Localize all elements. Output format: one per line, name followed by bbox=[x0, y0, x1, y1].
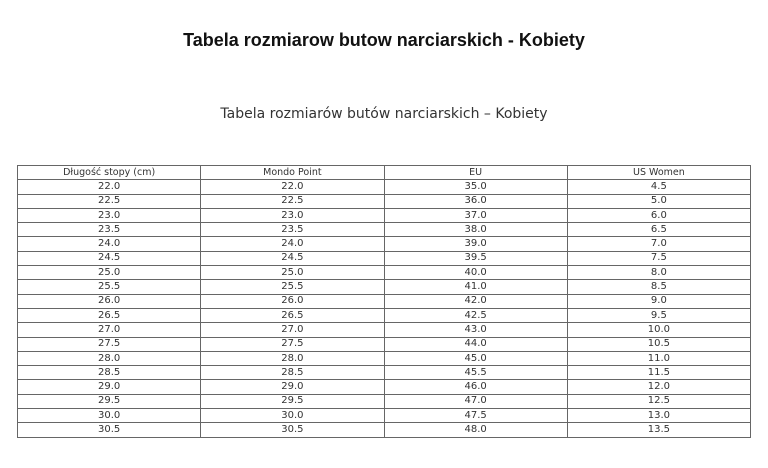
cell-mondo-point: 24.0 bbox=[201, 237, 384, 251]
cell-mondo-point: 22.0 bbox=[201, 180, 384, 194]
cell-eu: 41.0 bbox=[384, 280, 567, 294]
table-row bbox=[18, 208, 751, 222]
cell-mondo-point: 30.0 bbox=[201, 409, 384, 423]
cell-mondo-point: 23.0 bbox=[201, 208, 384, 222]
cell-foot-length: 24.0 bbox=[18, 237, 201, 251]
size-table bbox=[17, 165, 751, 438]
cell-us-women: 9.5 bbox=[567, 308, 750, 322]
cell-mondo-point: 22.5 bbox=[201, 194, 384, 208]
cell-eu: 39.5 bbox=[384, 251, 567, 265]
table-row bbox=[18, 380, 751, 394]
cell-us-women: 4.5 bbox=[567, 180, 750, 194]
cell-mondo-point: 26.5 bbox=[201, 308, 384, 322]
cell-mondo-point: 30.5 bbox=[201, 423, 384, 437]
cell-foot-length: 24.5 bbox=[18, 251, 201, 265]
cell-eu: 42.0 bbox=[384, 294, 567, 308]
table-row bbox=[18, 308, 751, 322]
cell-eu: 46.0 bbox=[384, 380, 567, 394]
cell-foot-length: 26.5 bbox=[18, 308, 201, 322]
cell-us-women: 8.5 bbox=[567, 280, 750, 294]
cell-foot-length: 22.0 bbox=[18, 180, 201, 194]
cell-us-women: 12.0 bbox=[567, 380, 750, 394]
table-row bbox=[18, 409, 751, 423]
table-title: Tabela rozmiarów butów narciarskich – Kobiety bbox=[220, 106, 548, 122]
cell-eu: 45.0 bbox=[384, 351, 567, 365]
cell-mondo-point: 27.0 bbox=[201, 323, 384, 337]
cell-eu: 35.0 bbox=[384, 180, 567, 194]
cell-foot-length: 30.0 bbox=[18, 409, 201, 423]
cell-us-women: 7.0 bbox=[567, 237, 750, 251]
cell-us-women: 13.5 bbox=[567, 423, 750, 437]
column-header-eu: EU bbox=[384, 166, 567, 180]
table-row bbox=[18, 251, 751, 265]
cell-mondo-point: 29.0 bbox=[201, 380, 384, 394]
cell-foot-length: 29.5 bbox=[18, 394, 201, 408]
table-row bbox=[18, 294, 751, 308]
cell-eu: 45.5 bbox=[384, 366, 567, 380]
table-row bbox=[18, 366, 751, 380]
cell-mondo-point: 25.0 bbox=[201, 266, 384, 280]
cell-us-women: 7.5 bbox=[567, 251, 750, 265]
cell-foot-length: 28.5 bbox=[18, 366, 201, 380]
table-row bbox=[18, 266, 751, 280]
cell-eu: 40.0 bbox=[384, 266, 567, 280]
page-heading: Tabela rozmiarow butow narciarskich - Kobiety bbox=[183, 30, 585, 50]
cell-foot-length: 27.5 bbox=[18, 337, 201, 351]
table-row bbox=[18, 194, 751, 208]
cell-foot-length: 30.5 bbox=[18, 423, 201, 437]
cell-foot-length: 23.5 bbox=[18, 223, 201, 237]
cell-mondo-point: 27.5 bbox=[201, 337, 384, 351]
cell-foot-length: 25.5 bbox=[18, 280, 201, 294]
table-row bbox=[18, 323, 751, 337]
table-body bbox=[18, 180, 751, 437]
cell-eu: 37.0 bbox=[384, 208, 567, 222]
cell-eu: 36.0 bbox=[384, 194, 567, 208]
cell-foot-length: 28.0 bbox=[18, 351, 201, 365]
cell-foot-length: 29.0 bbox=[18, 380, 201, 394]
table-row bbox=[18, 423, 751, 437]
cell-mondo-point: 26.0 bbox=[201, 294, 384, 308]
cell-eu: 48.0 bbox=[384, 423, 567, 437]
cell-mondo-point: 24.5 bbox=[201, 251, 384, 265]
table-row bbox=[18, 351, 751, 365]
cell-foot-length: 25.0 bbox=[18, 266, 201, 280]
table-header-row bbox=[18, 166, 751, 180]
column-header-foot-length: Długość stopy (cm) bbox=[18, 166, 201, 180]
cell-us-women: 9.0 bbox=[567, 294, 750, 308]
cell-eu: 38.0 bbox=[384, 223, 567, 237]
cell-mondo-point: 28.5 bbox=[201, 366, 384, 380]
cell-us-women: 10.5 bbox=[567, 337, 750, 351]
cell-us-women: 11.0 bbox=[567, 351, 750, 365]
cell-eu: 39.0 bbox=[384, 237, 567, 251]
cell-foot-length: 23.0 bbox=[18, 208, 201, 222]
cell-mondo-point: 28.0 bbox=[201, 351, 384, 365]
cell-us-women: 13.0 bbox=[567, 409, 750, 423]
cell-eu: 43.0 bbox=[384, 323, 567, 337]
cell-eu: 44.0 bbox=[384, 337, 567, 351]
cell-mondo-point: 25.5 bbox=[201, 280, 384, 294]
cell-mondo-point: 23.5 bbox=[201, 223, 384, 237]
cell-mondo-point: 29.5 bbox=[201, 394, 384, 408]
cell-us-women: 11.5 bbox=[567, 366, 750, 380]
cell-us-women: 6.5 bbox=[567, 223, 750, 237]
table-row bbox=[18, 237, 751, 251]
cell-foot-length: 22.5 bbox=[18, 194, 201, 208]
cell-us-women: 6.0 bbox=[567, 208, 750, 222]
cell-us-women: 12.5 bbox=[567, 394, 750, 408]
cell-eu: 47.5 bbox=[384, 409, 567, 423]
table-row bbox=[18, 280, 751, 294]
table-row bbox=[18, 223, 751, 237]
cell-us-women: 5.0 bbox=[567, 194, 750, 208]
cell-us-women: 10.0 bbox=[567, 323, 750, 337]
cell-eu: 47.0 bbox=[384, 394, 567, 408]
cell-eu: 42.5 bbox=[384, 308, 567, 322]
cell-foot-length: 26.0 bbox=[18, 294, 201, 308]
cell-foot-length: 27.0 bbox=[18, 323, 201, 337]
column-header-us-women: US Women bbox=[567, 166, 750, 180]
column-header-mondo-point: Mondo Point bbox=[201, 166, 384, 180]
table-row bbox=[18, 180, 751, 194]
cell-us-women: 8.0 bbox=[567, 266, 750, 280]
table-row bbox=[18, 337, 751, 351]
table-row bbox=[18, 394, 751, 408]
